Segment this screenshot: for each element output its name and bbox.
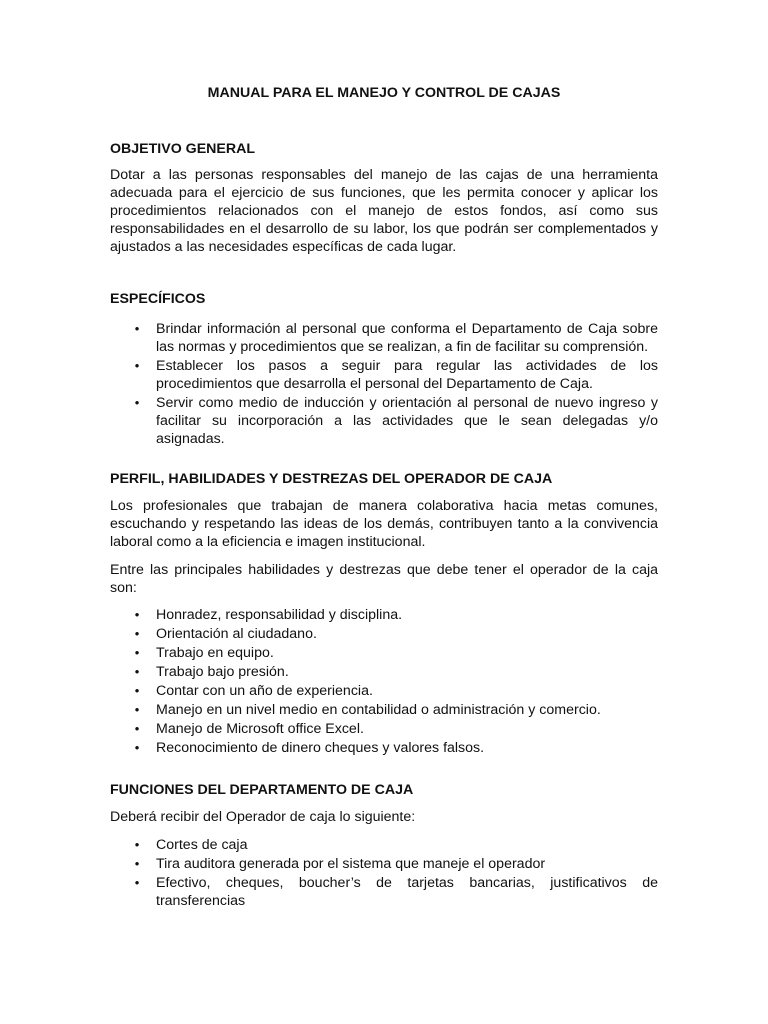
list-perfil	[110, 606, 658, 757]
bullet-dot-icon: •	[134, 856, 140, 871]
bullet-dot-icon: •	[134, 683, 140, 698]
list-item-text: Contar con un año de experiencia.	[156, 683, 373, 699]
bullet-dot-icon: •	[134, 358, 140, 373]
list-item	[110, 701, 658, 719]
section-especificos	[110, 290, 658, 448]
section-heading-objetivo-general: OBJETIVO GENERAL	[110, 141, 256, 157]
list-funciones	[110, 836, 658, 910]
list-item-text: Orientación al ciudadano.	[156, 626, 317, 642]
spacer	[110, 758, 658, 781]
bullet-dot-icon: •	[134, 645, 140, 660]
spacer	[110, 158, 658, 166]
paragraph-perfil-1: Los profesionales que trabajan de manera colaborativa hacia metas comunes, escuchando y respetando las ideas de los demás, contribuyen tanto a la convivencia laboral como a la eficiencia e imagen institucional.	[110, 498, 658, 550]
list-item	[110, 874, 658, 910]
spacer	[110, 826, 658, 836]
spacer	[110, 799, 658, 808]
spacer	[110, 551, 658, 561]
list-item-text: Trabajo en equipo.	[156, 645, 274, 661]
spacer	[110, 597, 658, 606]
spacer	[110, 102, 658, 140]
list-item-text: Reconocimiento de dinero cheques y valores falsos.	[156, 740, 485, 756]
list-item	[110, 836, 658, 854]
spacer	[110, 308, 658, 320]
list-item-text: Honradez, responsabilidad y disciplina.	[156, 607, 403, 623]
list-item	[110, 663, 658, 681]
document-title: MANUAL PARA EL MANEJO Y CONTROL DE CAJAS	[207, 85, 561, 101]
list-item	[110, 720, 658, 738]
list-item	[110, 394, 658, 448]
list-item-text: Servir como medio de inducción y orientación al personal de nuevo ingreso y facilitar su incorporación a las actividades que le sean delegadas y/o asignadas.	[156, 395, 658, 447]
list-item	[110, 855, 658, 873]
bullet-dot-icon: •	[134, 395, 140, 410]
section-heading-perfil: PERFIL, HABILIDADES Y DESTREZAS DEL OPERADOR DE CAJA	[110, 471, 553, 487]
list-item	[110, 644, 658, 662]
bullet-dot-icon: •	[134, 837, 140, 852]
paragraph-perfil-2: Entre las principales habilidades y destrezas que debe tener el operador de la caja son:	[110, 562, 658, 596]
bullet-dot-icon: •	[134, 740, 140, 755]
list-item	[110, 682, 658, 700]
bullet-dot-icon: •	[134, 721, 140, 736]
bullet-dot-icon: •	[134, 702, 140, 717]
section-heading-funciones: FUNCIONES DEL DEPARTAMENTO DE CAJA	[110, 782, 414, 798]
paragraph-objetivo-general: Dotar a las personas responsables del manejo de las cajas de una herramienta adecuada para el ejercicio de sus funciones, que les permita conocer y aplicar los procedimientos relacionados con el manejo de estos fondos, así como sus responsabilidades en el desarrollo de su labor, los que podrán ser complementados y ajustados a las necesidades específicas de cada lugar.	[110, 167, 658, 255]
document-body	[110, 84, 658, 911]
list-item-text: Trabajo bajo presión.	[156, 664, 289, 680]
section-perfil	[110, 470, 658, 757]
bullet-dot-icon: •	[134, 321, 140, 336]
list-item-text: Efectivo, cheques, boucher’s de tarjetas bancarias, justificativos de transferencias	[156, 875, 658, 909]
section-funciones	[110, 781, 658, 910]
list-item-text: Brindar información al personal que conforma el Departamento de Caja sobre las normas y procedimientos que se realizan, a fin de facilitar su comprensión.	[156, 321, 658, 355]
bullet-dot-icon: •	[134, 875, 140, 890]
list-item-text: Cortes de caja	[156, 837, 248, 853]
list-item	[110, 606, 658, 624]
section-objetivo-general	[110, 140, 658, 256]
list-especificos	[110, 320, 658, 448]
list-item	[110, 625, 658, 643]
paragraph-funciones: Deberá recibir del Operador de caja lo siguiente:	[110, 809, 416, 825]
spacer	[110, 256, 658, 290]
section-heading-especificos: ESPECÍFICOS	[110, 291, 206, 307]
bullet-dot-icon: •	[134, 626, 140, 641]
list-item-text: Manejo de Microsoft office Excel.	[156, 721, 364, 737]
list-item-text: Manejo en un nivel medio en contabilidad o administración y comercio.	[156, 702, 601, 718]
spacer	[110, 449, 658, 470]
spacer	[110, 488, 658, 497]
bullet-dot-icon: •	[134, 607, 140, 622]
bullet-dot-icon: •	[134, 664, 140, 679]
list-item-text: Establecer los pasos a seguir para regular las actividades de los procedimientos que desarrolla el personal del Departamento de Caja.	[156, 358, 658, 392]
list-item-text: Tira auditora generada por el sistema que maneje el operador	[156, 856, 546, 872]
list-item	[110, 739, 658, 757]
list-item	[110, 320, 658, 356]
list-item	[110, 357, 658, 393]
